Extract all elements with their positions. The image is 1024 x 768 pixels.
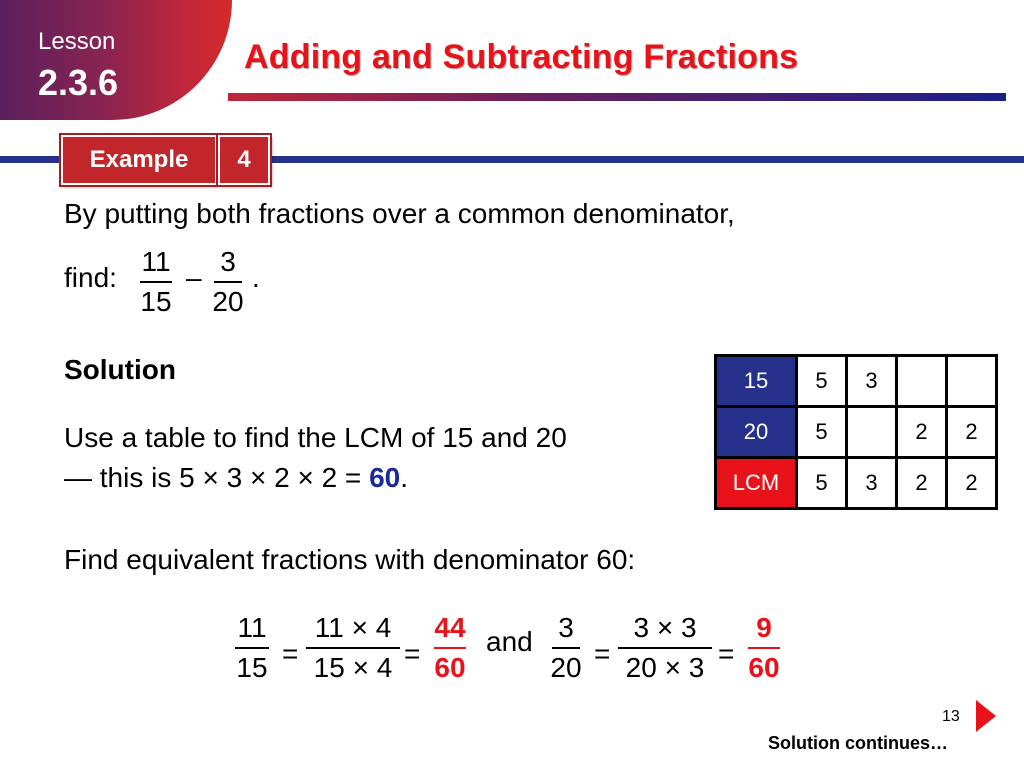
example-number: 4 bbox=[218, 135, 270, 185]
table-cell bbox=[897, 356, 947, 407]
row-header-lcm: LCM bbox=[716, 458, 797, 509]
table-row bbox=[716, 407, 997, 458]
table-cell bbox=[947, 356, 997, 407]
table-row bbox=[716, 356, 997, 407]
table-cell: 5 bbox=[797, 458, 847, 509]
fraction-denominator: 15 bbox=[236, 652, 268, 683]
solution-line-2 bbox=[64, 462, 408, 494]
problem-fraction-1 bbox=[136, 246, 176, 318]
fraction-denominator: 20 bbox=[212, 286, 244, 317]
row-header: 15 bbox=[716, 356, 797, 407]
table-cell bbox=[847, 407, 897, 458]
table-cell: 2 bbox=[897, 407, 947, 458]
fraction-numerator: 44 bbox=[434, 612, 466, 643]
table-cell: 2 bbox=[897, 458, 947, 509]
fraction-bar bbox=[235, 647, 269, 649]
title-divider bbox=[228, 93, 1006, 101]
page-title: Adding and Subtracting Fractions bbox=[244, 38, 799, 76]
next-slide-arrow-icon[interactable] bbox=[976, 700, 996, 732]
fraction-denominator: 60 bbox=[434, 652, 466, 683]
fraction-numerator: 3 × 3 bbox=[633, 612, 697, 643]
fraction-numerator: 11 × 4 bbox=[314, 612, 392, 643]
table-cell: 5 bbox=[797, 356, 847, 407]
table-cell: 3 bbox=[847, 356, 897, 407]
problem-fraction-2 bbox=[208, 246, 248, 318]
table-row bbox=[716, 458, 997, 509]
table-cell: 3 bbox=[847, 458, 897, 509]
table-cell: 2 bbox=[947, 407, 997, 458]
minus-sign: – bbox=[186, 262, 202, 293]
table-cell: 5 bbox=[797, 407, 847, 458]
fraction-denominator: 20 bbox=[550, 652, 582, 683]
example-label: Example bbox=[61, 135, 217, 185]
fraction-denominator: 15 bbox=[140, 286, 172, 317]
fraction-numerator: 11 bbox=[237, 612, 267, 643]
equals-sign: = bbox=[594, 638, 611, 669]
eq1-fraction-original bbox=[228, 612, 276, 684]
problem-period: . bbox=[252, 262, 260, 293]
equivalent-intro: Find equivalent fractions with denominator 60: bbox=[64, 544, 636, 575]
equals-sign: = bbox=[282, 638, 299, 669]
lcm-table bbox=[714, 354, 998, 510]
find-label: find: bbox=[64, 262, 117, 293]
eq2-fraction-original bbox=[546, 612, 586, 684]
solution-heading: Solution bbox=[64, 354, 176, 385]
fraction-bar bbox=[618, 647, 712, 649]
fraction-numerator: 3 bbox=[558, 612, 574, 643]
fraction-bar bbox=[434, 647, 466, 649]
fraction-bar bbox=[214, 281, 242, 283]
lcm-result: 60 bbox=[369, 462, 401, 493]
fraction-denominator: 60 bbox=[748, 652, 780, 683]
problem-text: By putting both fractions over a common denominator, bbox=[64, 198, 735, 229]
fraction-numerator: 11 bbox=[141, 246, 171, 277]
lesson-number: 2.3.6 bbox=[38, 62, 119, 103]
solution-continues-note: Solution continues… bbox=[768, 733, 948, 753]
eq2-fraction-multiplied bbox=[616, 612, 714, 684]
equals-sign: = bbox=[718, 638, 735, 669]
fraction-numerator: 9 bbox=[756, 612, 772, 643]
solution-line-1: Use a table to find the LCM of 15 and 20 bbox=[64, 422, 567, 453]
equals-sign: = bbox=[404, 638, 421, 669]
and-label: and bbox=[486, 626, 533, 657]
eq1-fraction-multiplied bbox=[304, 612, 402, 684]
eq2-fraction-result bbox=[742, 612, 786, 684]
solution-period: . bbox=[400, 462, 408, 493]
fraction-bar bbox=[552, 647, 580, 649]
fraction-denominator: 20 × 3 bbox=[625, 652, 705, 683]
page-number: 13 bbox=[942, 708, 960, 725]
lesson-tab bbox=[0, 0, 232, 120]
fraction-bar bbox=[140, 281, 172, 283]
fraction-numerator: 3 bbox=[220, 246, 236, 277]
fraction-denominator: 15 × 4 bbox=[313, 652, 393, 683]
fraction-bar bbox=[306, 647, 400, 649]
lesson-label: Lesson bbox=[38, 28, 116, 55]
row-header: 20 bbox=[716, 407, 797, 458]
eq1-fraction-result bbox=[428, 612, 472, 684]
table-cell: 2 bbox=[947, 458, 997, 509]
solution-product: — this is 5 × 3 × 2 × 2 = bbox=[64, 462, 370, 493]
fraction-bar bbox=[748, 647, 780, 649]
